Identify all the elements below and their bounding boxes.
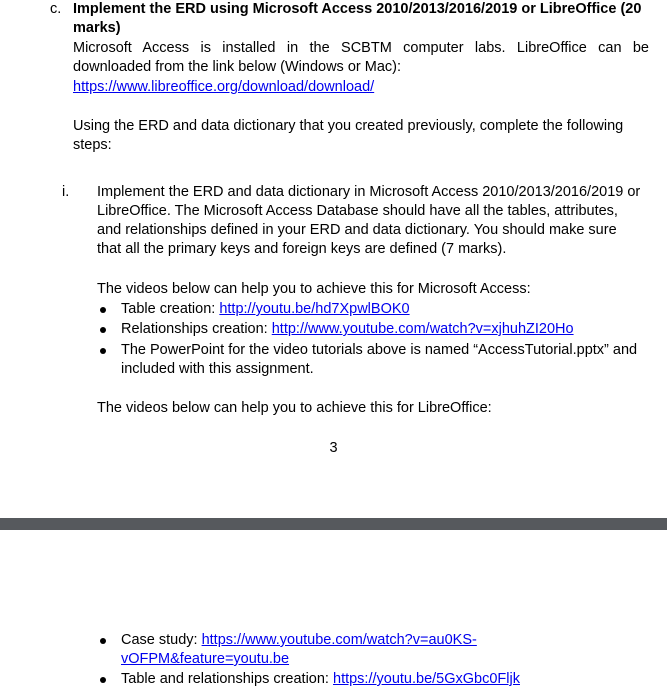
table-relationships-label: Table and relationships creation:: [121, 671, 333, 687]
step-i-label: i.: [62, 184, 70, 200]
access-ppt-line1: The PowerPoint for the video tutorials above is named “AccessTutorial.pptx” and: [121, 342, 638, 358]
case-study-link-part2[interactable]: vOFPM&feature=youtu.be: [121, 651, 290, 667]
bullet-icon: [100, 327, 106, 333]
access-table-creation-link[interactable]: http://youtu.be/hd7XpwlBOK0: [219, 301, 410, 317]
bullet-icon: [100, 677, 106, 683]
libre-videos-intro: The videos below can help you to achieve this for LibreOffice:: [97, 400, 492, 416]
bullet-icon: [100, 348, 106, 354]
bullet-icon: [100, 638, 106, 644]
bullet-icon: [100, 307, 106, 313]
access-relationships-item: [121, 320, 574, 339]
intro-line1: Microsoft Access is installed in the SCBTM computer labs. LibreOffice can be: [73, 40, 649, 56]
using-line2: steps:: [73, 137, 112, 153]
step-i-line2: LibreOffice. The Microsoft Access Database should have all the tables, attributes,: [97, 203, 618, 219]
case-study-link-part1[interactable]: https://www.youtube.com/watch?v=au0KS-: [201, 632, 477, 648]
case-study-item: [121, 631, 477, 650]
access-ppt-line2: included with this assignment.: [121, 361, 314, 377]
page-separator: [0, 518, 667, 530]
access-table-creation-item: [121, 300, 410, 319]
table-relationships-link[interactable]: https://youtu.be/5GxGbc0Fljk: [333, 671, 520, 687]
access-videos-intro: The videos below can help you to achieve this for Microsoft Access:: [97, 281, 531, 297]
intro-line2: downloaded from the link below (Windows or Mac):: [73, 59, 401, 75]
section-heading-line1: Implement the ERD using Microsoft Access 2010/2013/2016/2019 or LibreOffice (20: [73, 1, 642, 17]
step-i-line1: Implement the ERD and data dictionary in Microsoft Access 2010/2013/2016/2019 or: [97, 184, 641, 200]
page-number: 3: [329, 440, 338, 456]
table-relationships-item: [121, 670, 520, 689]
access-table-creation-label: Table creation:: [121, 301, 220, 317]
using-line1: Using the ERD and data dictionary that you created previously, complete the following: [73, 118, 624, 134]
case-study-label: Case study:: [121, 632, 202, 648]
section-heading-line2: marks): [73, 20, 121, 36]
step-i-line4: that all the primary keys and foreign keys are defined (7 marks).: [97, 241, 507, 257]
access-relationships-link[interactable]: http://www.youtube.com/watch?v=xjhuhZI20Ho: [271, 321, 574, 337]
libreoffice-download-link[interactable]: https://www.libreoffice.org/download/download/: [73, 79, 375, 95]
access-relationships-label: Relationships creation:: [121, 321, 272, 337]
document-page-2: [0, 530, 667, 699]
section-label: c.: [50, 1, 62, 17]
step-i-line3: and relationships defined in your ERD and data dictionary. You should make sure: [97, 222, 617, 238]
